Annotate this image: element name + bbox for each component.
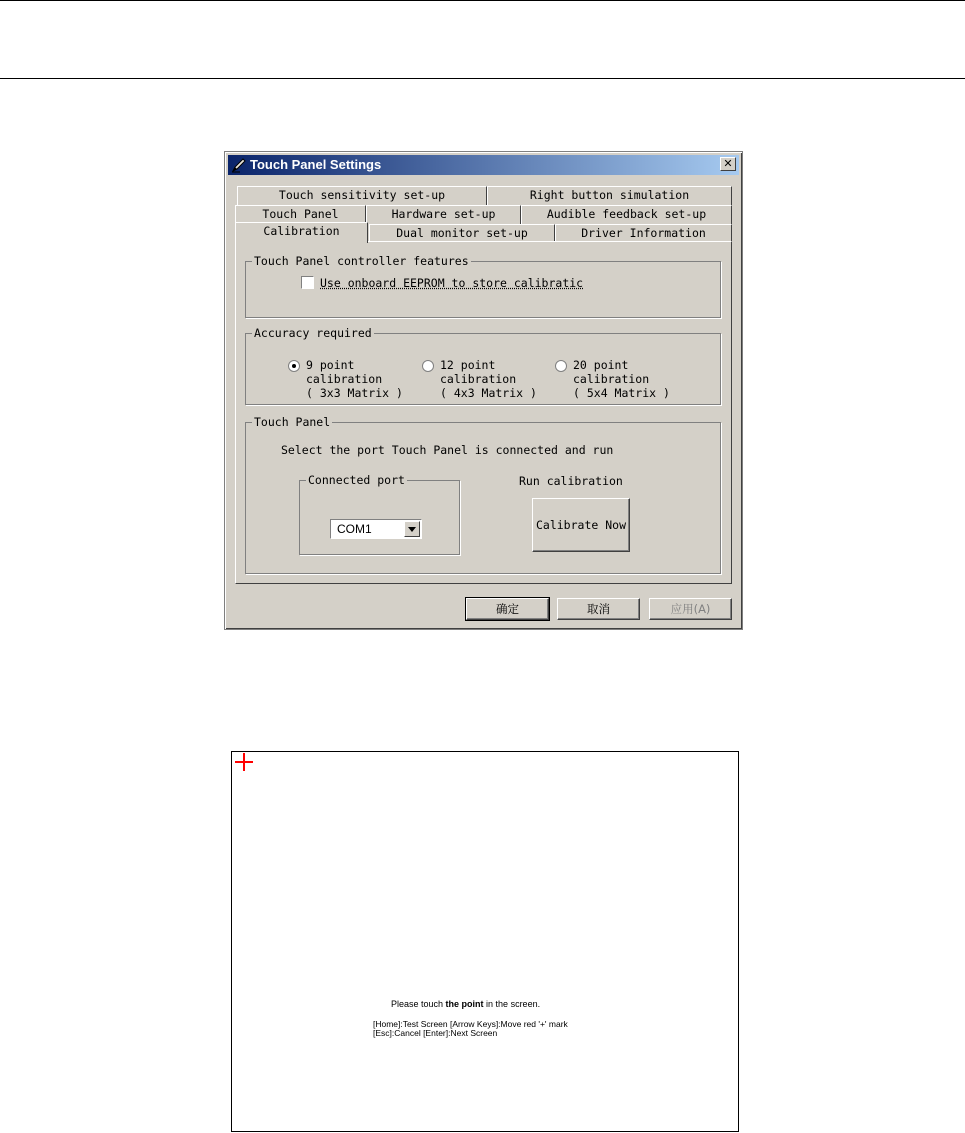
tab-calibration[interactable]: Calibration — [235, 222, 368, 243]
accuracy-legend: Accuracy required — [254, 326, 372, 340]
dialog-title: Touch Panel Settings — [250, 157, 382, 172]
controller-features-group — [245, 254, 721, 318]
radio-12-point-desc: calibration ( 4x3 Matrix ) — [440, 372, 537, 400]
radio-9-point-desc: calibration ( 3x3 Matrix ) — [306, 372, 403, 400]
controller-features-legend: Touch Panel controller features — [254, 254, 469, 268]
header-rule — [0, 78, 965, 79]
port-select-value: COM1 — [337, 522, 372, 536]
close-icon: ✕ — [723, 157, 733, 170]
ok-button[interactable]: 确定 — [466, 598, 549, 620]
connected-port-legend: Connected port — [308, 473, 405, 487]
port-instruction: Select the port Touch Panel is connected and run — [281, 443, 614, 457]
radio-20-point-label[interactable]: 20 point calibration ( 5x4 Matrix ) — [573, 358, 670, 400]
help-line-2: [Esc]:Cancel [Enter]:Next Screen — [373, 1028, 498, 1038]
connected-port-group — [299, 473, 460, 555]
red-plus-marker-v — [243, 753, 245, 771]
cancel-button[interactable]: 取消 — [557, 598, 640, 620]
touch-panel-settings-dialog — [224, 151, 743, 630]
calibration-screen[interactable] — [231, 751, 739, 1132]
tab-right-button-simulation[interactable]: Right button simulation — [487, 186, 732, 205]
tab-touch-panel[interactable]: Touch Panel — [235, 205, 366, 224]
tab-touch-sensitivity[interactable]: Touch sensitivity set-up — [237, 186, 487, 205]
help-line-1: [Home]:Test Screen [Arrow Keys]:Move red '+' mark — [373, 1019, 568, 1029]
eeprom-checkbox-label[interactable]: Use onboard EEPROM to store calibratic — [320, 276, 584, 290]
tab-hardware-setup[interactable]: Hardware set-up — [366, 205, 521, 224]
apply-button[interactable]: 应用(A) — [649, 598, 732, 620]
close-button[interactable] — [720, 157, 736, 171]
radio-9-point[interactable] — [288, 360, 300, 372]
run-calibration-label: Run calibration — [519, 474, 623, 488]
chevron-down-icon[interactable] — [404, 521, 420, 537]
touch-panel-group — [245, 415, 721, 574]
radio-20-point-desc: calibration ( 5x4 Matrix ) — [573, 372, 670, 400]
eeprom-checkbox[interactable] — [301, 276, 314, 289]
tab-audible-feedback[interactable]: Audible feedback set-up — [521, 205, 732, 224]
touch-panel-legend: Touch Panel — [254, 415, 331, 429]
port-select[interactable] — [330, 519, 422, 539]
radio-selected-dot — [292, 364, 296, 368]
radio-9-point-label[interactable]: 9 point calibration ( 3x3 Matrix ) — [306, 358, 403, 400]
touch-prompt: Please touch the point in the screen. — [391, 999, 541, 1009]
pen-icon — [231, 157, 247, 173]
radio-12-point-label[interactable]: 12 point calibration ( 4x3 Matrix ) — [440, 358, 537, 400]
accuracy-group — [245, 326, 721, 405]
radio-12-point[interactable] — [422, 360, 434, 372]
top-rule — [0, 0, 965, 1]
calibrate-now-button[interactable]: Calibrate Now — [532, 498, 630, 552]
calibration-tab-panel — [235, 241, 732, 584]
title-bar[interactable] — [228, 155, 739, 175]
radio-20-point[interactable] — [555, 360, 567, 372]
tab-dual-monitor[interactable]: Dual monitor set-up — [369, 224, 555, 243]
tab-driver-information[interactable]: Driver Information — [555, 224, 732, 243]
